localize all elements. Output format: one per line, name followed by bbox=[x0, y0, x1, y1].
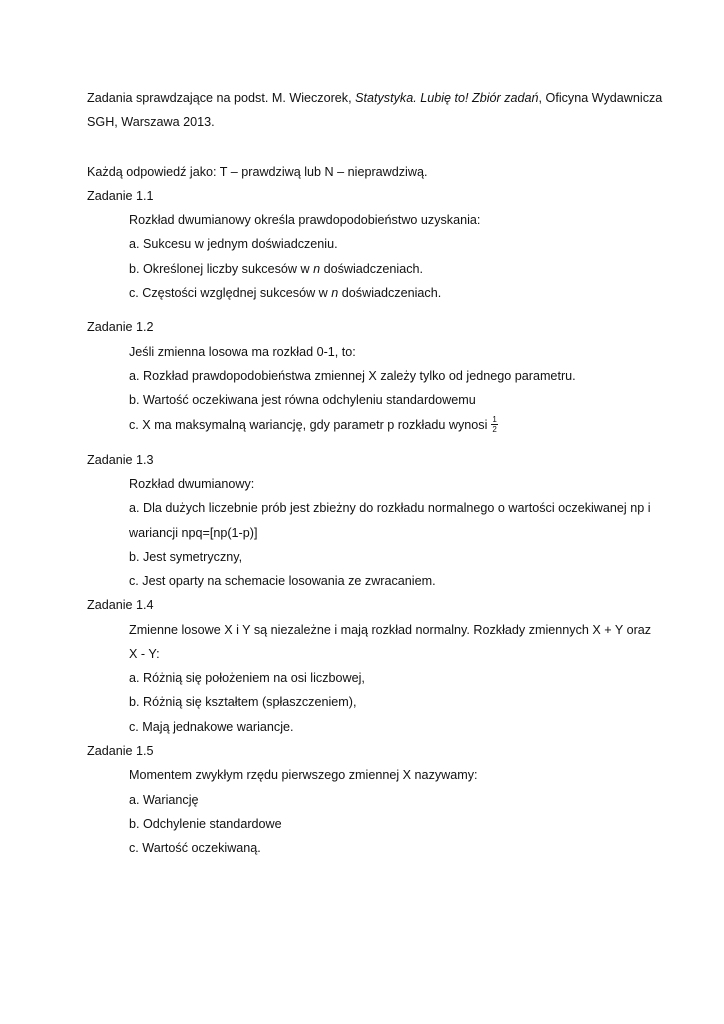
fraction-denominator: 2 bbox=[492, 425, 497, 434]
task-1-1-option-b-var: n bbox=[313, 262, 321, 276]
task-1-5-option-c: c. Wartość oczekiwaną. bbox=[129, 841, 261, 855]
task-1-3-option-a-line-1: a. Dla dużych liczebnie prób jest zbieżny do rozkładu normalnego o wartości oczekiwanej np i bbox=[129, 501, 651, 515]
task-1-5-question: Momentem zwykłym rzędu pierwszego zmiennej X nazywamy: bbox=[129, 768, 478, 782]
intro-text-2: , Oficyna Wydawnicza bbox=[538, 91, 663, 105]
intro-line-2: SGH, Warszawa 2013. bbox=[87, 115, 215, 129]
intro-line-1 bbox=[87, 90, 662, 106]
task-1-2-title: Zadanie 1.2 bbox=[87, 320, 154, 334]
task-1-2-option-b: b. Wartość oczekiwana jest równa odchyleniu standardowemu bbox=[129, 393, 476, 407]
task-1-4-option-a: a. Różnią się położeniem na osi liczbowej, bbox=[129, 671, 365, 685]
task-1-3-option-c: c. Jest oparty na schemacie losowania ze zwracaniem. bbox=[129, 574, 436, 588]
task-1-1-option-c bbox=[129, 285, 441, 301]
task-1-3-option-b: b. Jest symetryczny, bbox=[129, 550, 243, 564]
task-1-1-option-c-tail: doświadczeniach. bbox=[338, 286, 442, 300]
task-1-3-option-a-line-2: wariancji npq=[np(1-p)] bbox=[129, 526, 258, 540]
task-1-2-option-a: a. Rozkład prawdopodobieństwa zmiennej X zależy tylko od jednego parametru. bbox=[129, 369, 576, 383]
task-1-1-option-c-var: n bbox=[331, 286, 339, 300]
intro-label: Zadania sprawdzające bbox=[87, 91, 214, 105]
task-1-5-option-b: b. Odchylenie standardowe bbox=[129, 817, 282, 831]
task-1-3-question: Rozkład dwumianowy: bbox=[129, 477, 255, 491]
task-1-5-option-a: a. Wariancję bbox=[129, 793, 199, 807]
one-half-fraction bbox=[491, 415, 497, 434]
task-1-1-option-b-tail: doświadczeniach. bbox=[320, 262, 424, 276]
instruction: Każdą odpowiedź jako: T – prawdziwą lub N – nieprawdziwą. bbox=[87, 165, 428, 179]
task-1-3-title: Zadanie 1.3 bbox=[87, 453, 154, 467]
task-1-1-option-b bbox=[129, 261, 423, 277]
task-1-4-question-line-2: X - Y: bbox=[129, 647, 160, 661]
task-1-4-option-c: c. Mają jednakowe wariancje. bbox=[129, 720, 294, 734]
intro-text-1: na podst. M. Wieczorek, bbox=[213, 91, 356, 105]
task-1-4-option-b: b. Różnią się kształtem (spłaszczeniem), bbox=[129, 695, 357, 709]
task-1-4-title: Zadanie 1.4 bbox=[87, 598, 154, 612]
task-1-2-option-c-text: c. X ma maksymalną wariancję, gdy parametr p rozkładu wynosi bbox=[129, 417, 488, 432]
task-1-1-title: Zadanie 1.1 bbox=[87, 189, 154, 203]
task-1-2-question: Jeśli zmienna losowa ma rozkład 0-1, to: bbox=[129, 345, 356, 359]
task-1-1-question: Rozkład dwumianowy określa prawdopodobieństwo uzyskania: bbox=[129, 213, 481, 227]
fraction-numerator: 1 bbox=[492, 415, 497, 424]
task-1-5-title: Zadanie 1.5 bbox=[87, 744, 154, 758]
task-1-1-option-b-text: b. Określonej liczby sukcesów w bbox=[129, 262, 314, 276]
task-1-1-option-a: a. Sukcesu w jednym doświadczeniu. bbox=[129, 237, 338, 251]
task-1-1-option-c-text: c. Częstości względnej sukcesów w bbox=[129, 286, 332, 300]
book-title: Statystyka. Lubię to! Zbiór zadań bbox=[355, 91, 539, 105]
task-1-2-option-c bbox=[129, 416, 498, 435]
task-1-4-question-line-1: Zmienne losowe X i Y są niezależne i mają rozkład normalny. Rozkłady zmiennych X + Y oraz bbox=[129, 623, 652, 637]
